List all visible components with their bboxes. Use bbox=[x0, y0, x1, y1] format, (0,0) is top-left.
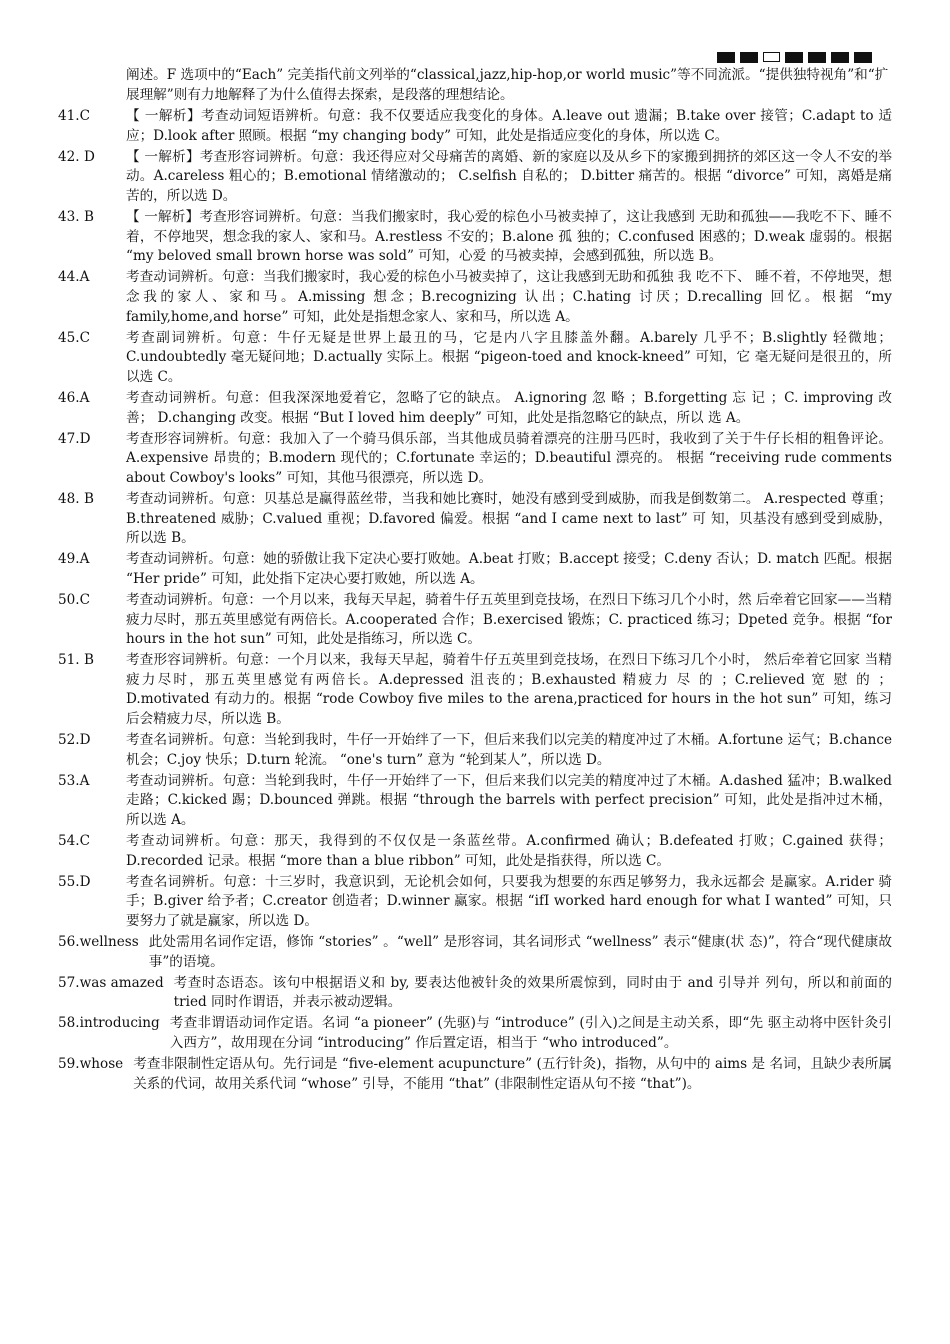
answer-number: 54.C bbox=[58, 833, 91, 850]
answer-item bbox=[58, 731, 892, 770]
grammar-answer: 57.was amazed bbox=[58, 974, 164, 991]
header-mark bbox=[831, 52, 849, 63]
answer-number: 42. D bbox=[58, 148, 95, 165]
header-mark bbox=[785, 52, 803, 63]
answer-text: 考查副词辨析。句意：牛仔无疑是世界上最丑的马，它是内八字且膝盖外翻。A.barely 几乎不；B.slightly 轻微地；C.undoubtedly 毫无疑问地；D.actually 实际上。根据 “pigeon-toed and knock-kneed” 可知，它 毫无疑问是很丑的，所以选 C。 bbox=[126, 329, 892, 385]
grammar-item bbox=[58, 1055, 892, 1094]
grammar-text: 此处需用名词作定语，修饰 “stories” 。“well” 是形容词，其名词形式 “wellness” 表示“健康(状 态)”，符合“现代健康故事”的语境。 bbox=[148, 934, 892, 970]
answer-number: 53.A bbox=[58, 772, 90, 789]
answer-number: 51. B bbox=[58, 652, 94, 669]
answer-text: 考查动词辨析。句意：一个月以来，我每天早起，骑着牛仔五英里到竞技场，在烈日下练习几个小时，然 后牵着它回家——当精疲力尽时，那五英里感觉有两倍长。A.cooperated 合作；B.exercised 锻炼；C. practiced 练习；Dpeted 竞争。根据 “for hours in the hot sun” 可知，此处是指练习，所以选 C。 bbox=[126, 591, 892, 648]
answer-number: 45.C bbox=[58, 329, 91, 346]
answer-item bbox=[58, 832, 892, 871]
answer-text: 【 一解析】考查形容词辨析。句意：我还得应对父母痛苦的离婚、新的家庭以及从乡下的家搬到拥挤的郊区这一令人不安的举动。A.careless 粗心的；B.emotional 情绪激动的； C.selfish 自私的； D.bitter 痛苦的。根据 “divorce” 可知，离婚是痛苦的，所以选 D。 bbox=[126, 148, 892, 205]
answer-number: 46.A bbox=[58, 390, 90, 406]
answer-number: 49.A bbox=[58, 551, 90, 568]
answer-item bbox=[58, 268, 892, 327]
answer-number: 47.D bbox=[58, 430, 91, 447]
grammar-item bbox=[58, 933, 892, 972]
header-mark bbox=[717, 52, 735, 63]
answer-item bbox=[58, 591, 892, 650]
answer-item bbox=[58, 772, 892, 831]
answer-number: 41.C bbox=[58, 108, 91, 125]
answer-number: 48. B bbox=[58, 490, 94, 507]
answer-item bbox=[58, 208, 892, 267]
answer-text: 考查动词辨析。句意：那天，我得到的不仅仅是一条蓝丝带。A.confirmed 确认；B.defeated 打败；C.gained 获得；D.recorded 记录。根据 “more than a blue ribbon” 可知，此处是指获得，所以选 C。 bbox=[126, 833, 892, 869]
answer-number: 50.C bbox=[58, 591, 91, 608]
answer-number: 52.D bbox=[58, 732, 91, 749]
answer-item bbox=[58, 107, 892, 146]
answer-text: 考查动词辨析。句意：但我深深地爱着它，忽略了它的缺点。 A.ignoring 忽 略 ；B.forgetting 忘 记 ；C. improving 改善； D.changing 改变。根据 “But I loved him deeply” 可知，此处是指忽略它的缺点，所以 选 A。 bbox=[126, 390, 892, 426]
answer-item bbox=[58, 389, 892, 428]
answer-text: 考查动词辨析。句意：当轮到我时，牛仔一开始绊了一下，但后来我们以完美的精度冲过了木桶。A.dashed 猛冲；B.walked 走路；C.kicked 踢；D.bounced 弹跳。根据 “through the barrels with perfect precision” 可知，此处是指冲过木桶，所以选 A。 bbox=[126, 772, 892, 828]
answer-item bbox=[58, 329, 892, 388]
header-mark bbox=[808, 52, 826, 63]
answer-item bbox=[58, 430, 892, 489]
answer-text: 【 一解析】考查动词短语辨析。句意：我不仅要适应我变化的身体。A.leave out 遗漏；B.take over 接管；C.adapt to 适应；D.look after 照顾。根据 “my changing body” 可知，此处是指适应变化的身体，所以选 C。 bbox=[126, 108, 892, 144]
grammar-answer: 59.whose bbox=[58, 1056, 124, 1073]
grammar-item bbox=[58, 1014, 892, 1053]
answer-text: 【 一解析】考查形容词辨析。句意：当我们搬家时，我心爱的棕色小马被卖掉了，这让我感到 无助和孤独——我吃不下、睡不着，不停地哭，想念我的家人、家和马。A.restless 不安的；B.alone 孤 独的；C.confused 困惑的；D.weak 虚弱的。根据 “my beloved small brown horse was sold” 可知，心爱 的马被卖掉，会感到孤独，所以选 B。 bbox=[126, 209, 892, 265]
intro-paragraph: 阐述。F 选项中的“Each” 完美指代前文列举的“classical,jazz,hip-hop,or world music”等不同流派。“提供独特视角”和“扩展理解”则有力地解释了为什么值得去探索，是段落的理想结论。 bbox=[126, 67, 889, 103]
answer-number: 55.D bbox=[58, 873, 91, 890]
answer-item bbox=[58, 490, 892, 549]
grammar-answer: 56.wellness bbox=[58, 934, 139, 951]
answer-text: 考查形容词辨析。句意：我加入了一个骑马俱乐部，当其他成员骑着漂亮的注册马匹时，我收到了关于牛仔长相的粗鲁评论。A.expensive 昂贵的；B.modern 现代的；C.fortunate 幸运的；D.beautiful 漂亮的。 根据 “receiving rude comments about Cowboy's looks” 可知，其他马很漂亮，所以选 D。 bbox=[126, 430, 892, 486]
answer-number: 44.A bbox=[58, 269, 90, 286]
grammar-answer: 58.introducing bbox=[58, 1015, 160, 1032]
answer-text: 考查动词辨析。句意：她的骄傲让我下定决心要打败她。A.beat 打败；B.accept 接受；C.deny 否认；D. match 匹配。根据 “Her pride” 可知，此处指下定决心要打败她，所以选 A。 bbox=[126, 551, 892, 587]
grammar-item bbox=[58, 974, 892, 1013]
answer-item bbox=[58, 651, 892, 729]
header-mark bbox=[854, 52, 872, 63]
answer-explanations bbox=[58, 66, 892, 1096]
answer-number: 43. B bbox=[58, 209, 94, 226]
grammar-text: 考查非谓语动词作定语。名词 “a pioneer” (先驱)与 “introduce” (引入)之间是主动关系，即“先 驱主动将中医针灸引入西方”，故用现在分词 “introducing” 作后置定语，相当于 “who introduced”。 bbox=[169, 1015, 892, 1051]
answer-text: 考查名词辨析。句意：十三岁时，我意识到，无论机会如何，只要我为想要的东西足够努力，我永远都会 是赢家。A.rider 骑手；B.giver 给予者；C.creator 创造者；D.winner 赢家。根据 “ifI worked hard enough for what I wanted” 可知，只要努力了就是赢家，所以选 D。 bbox=[126, 873, 892, 929]
answer-text: 考查名词辨析。句意：当轮到我时，牛仔一开始绊了一下，但后来我们以完美的精度冲过了木桶。A.fortune 运气；B.chance 机会；C.joy 快乐；D.turn 轮流。 “one's turn” 意为 “轮到某人”，所以选 D。 bbox=[126, 732, 892, 768]
grammar-text: 考查非限制性定语从句。先行词是 “five-element acupuncture” (五行针灸)，指物，从句中的 aims 是 名词，且缺少表所属关系的代词，故用关系代词 “whose” 引导，不能用 “that” (非限制性定语从句不接 “that”)。 bbox=[133, 1056, 892, 1092]
grammar-text: 考查时态语态。该句中根据语义和 by, 要表达他被针灸的效果所震惊到，同时由于 and 引导并 列句，所以和前面的 tried 同时作谓语，并表示被动逻辑。 bbox=[173, 974, 892, 1011]
header-marks bbox=[717, 52, 872, 63]
answer-text: 考查形容词辨析。句意：一个月以来，我每天早起，骑着牛仔五英里到竞技场，在烈日下练习几个小时， 然后牵着它回家 当精疲力尽时，那五英里感觉有两倍长。A.depressed 沮丧的；B.exhausted 精疲力 尽 的 ；C.relieved 宽 慰 的 ；D.motivated 有动力的。根据 “rode Cowboy five miles to the arena,practiced for hours in the hot sun” 可知，练习后会精疲力尽，所以选 B。 bbox=[126, 652, 892, 727]
answer-text: 考查动词辨析。句意：当我们搬家时，我心爱的棕色小马被卖掉了，这让我感到无助和孤独 我 吃不下、 睡不着，不停地哭，想念我的家人、家和马。A.missing 想念；B.recognizing 认出；C.hating 讨厌；D.recalling 回忆。根据 “my family,home,and horse” 可知，此处是指想念家人、家和马，所以选 A。 bbox=[126, 269, 892, 325]
header-mark bbox=[740, 52, 758, 63]
answer-item bbox=[58, 550, 892, 589]
answer-text: 考查动词辨析。句意：贝基总是赢得蓝丝带，当我和她比赛时，她没有感到受到威胁，而我是倒数第二。 A.respected 尊重；B.threatened 威胁；C.valued 重视；D.favored 偏爱。根据 “and I came next to last” 可 知，贝基没有感到受到威胁，所以选 B。 bbox=[126, 490, 892, 547]
header-mark-hollow bbox=[763, 52, 780, 62]
answer-item bbox=[58, 148, 892, 207]
answer-item bbox=[58, 873, 892, 932]
